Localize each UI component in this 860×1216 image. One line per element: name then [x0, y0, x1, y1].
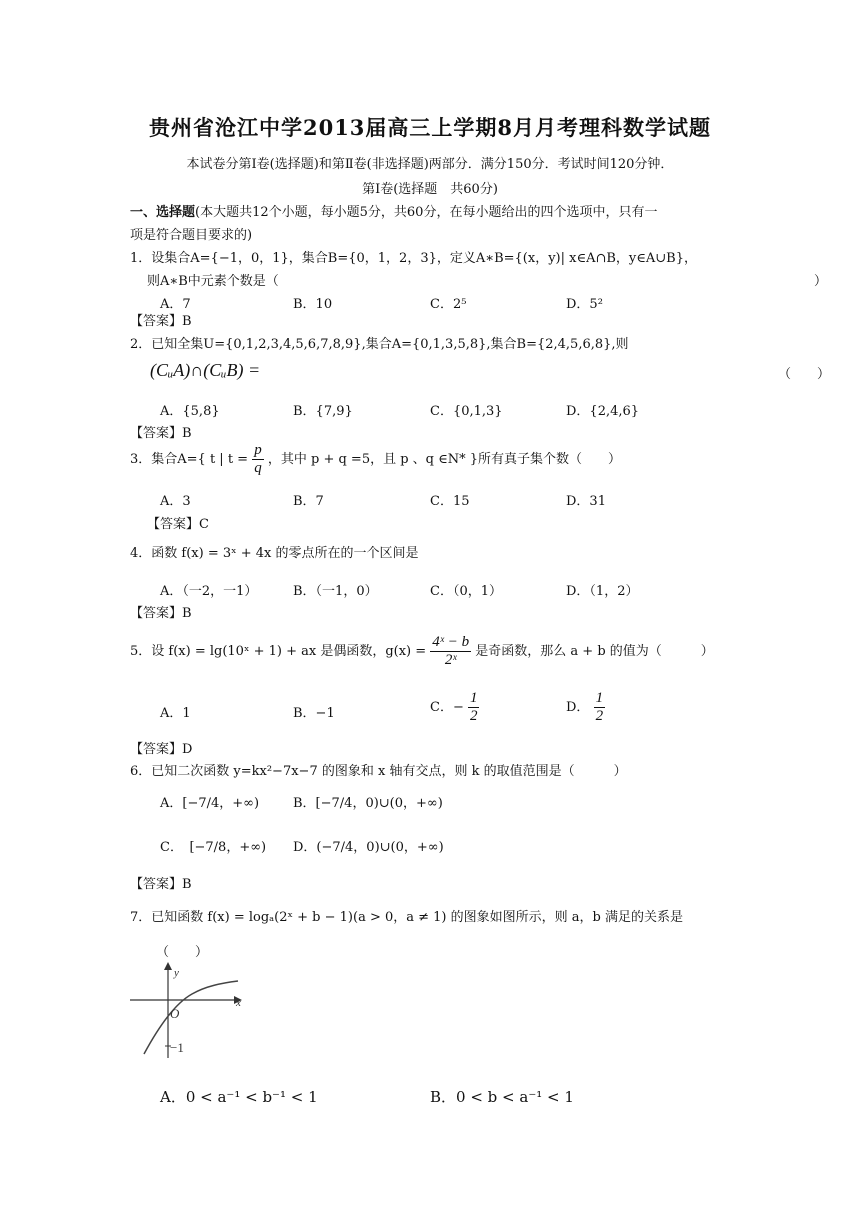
- q6-option-a: A．[−7/4，+∞): [160, 796, 260, 811]
- q5-option-c: [430, 690, 479, 725]
- q2-option-d: D．{2,4,6}: [566, 404, 640, 419]
- q3-answer: 【答案】C: [147, 517, 209, 532]
- q6-option-c: C． [−7/8，+∞): [160, 840, 267, 855]
- graph-x-label: x: [236, 997, 241, 1009]
- q6-option-d: D．(−7/4，0)∪(0，+∞): [293, 840, 444, 855]
- question-7: 7．已知函数 f(x) = logₐ(2ˣ + b − 1)(a > 0，a ≠ 1) 的图象如图所示，则 a，b 满足的关系是: [130, 910, 683, 925]
- question-3: [130, 442, 621, 477]
- q5-pre: 5．设 f(x) = lg(10ˣ + 1) + ax 是偶函数，g(x) =: [130, 644, 427, 659]
- q2-option-b: B．{7,9}: [293, 404, 353, 419]
- q5-post: 是奇函数，那么 a + b 的值为（ ）: [475, 644, 714, 659]
- q7-function-graph: [130, 962, 260, 1062]
- q5-option-b: B．−1: [293, 706, 335, 721]
- section-heading-line: [130, 201, 657, 220]
- q6-answer: 【答案】B: [130, 877, 192, 892]
- q3-option-a: A．3: [160, 494, 191, 509]
- q5-option-c-prefix: C．−: [430, 700, 464, 715]
- q3-post: ，其中 p + q =5，且 p 、q ∈N* }所有真子集个数（ ）: [267, 452, 622, 467]
- question-2-formula: (CᵤA)∩(CᵤB) =: [150, 360, 261, 380]
- q5-option-d-prefix: D．: [566, 700, 590, 715]
- q5-d-fraction: [594, 690, 606, 725]
- q1-option-c: C．2⁵: [430, 297, 467, 312]
- q3-frac-den: q: [254, 460, 262, 476]
- q1-option-b: B．10: [293, 297, 333, 312]
- q4-option-b: B．（一1，0）: [293, 584, 378, 599]
- q5-frac-num: 4ˣ − b: [432, 634, 470, 650]
- q2-option-c: C．{0,1,3}: [430, 404, 503, 419]
- q3-fraction: [252, 442, 264, 477]
- section-heading: 一、选择题: [130, 205, 196, 220]
- q5-option-a: A．1: [160, 706, 191, 721]
- q5-option-d: [566, 690, 605, 725]
- question-2-paren: （ ）: [778, 367, 831, 382]
- q7-option-a: A．0 < a⁻¹ < b⁻¹ < 1: [160, 1088, 318, 1106]
- question-1: 1．设集合A={−1，0，1}，集合B={0，1，2，3}，定义A∗B={(x，y)| x∈A∩B，y∈A∪B}，: [130, 251, 698, 266]
- q4-option-a: A．（一2，一1）: [160, 584, 258, 599]
- q3-option-b: B．7: [293, 494, 324, 509]
- q5-c-num: 1: [469, 690, 478, 706]
- graph-y-label: y: [174, 967, 179, 979]
- q4-option-d: D．（1，2）: [566, 584, 639, 599]
- q2-option-a: A．{5,8}: [160, 404, 220, 419]
- q5-c-den: 2: [469, 708, 478, 724]
- q5-d-num: 1: [595, 690, 604, 706]
- q7-option-b: B．0 < b < a⁻¹ < 1: [430, 1088, 574, 1106]
- question-1-paren: ）: [814, 274, 828, 289]
- q5-d-den: 2: [595, 708, 604, 724]
- section-desc: (本大题共12个小题，每小题5分，共60分，在每小题给出的四个选项中，只有一: [195, 205, 658, 220]
- graph-y-arrow: [164, 962, 172, 970]
- q2-answer: 【答案】B: [130, 426, 192, 441]
- graph-curve: [144, 981, 238, 1054]
- question-7-paren: （ ）: [156, 945, 209, 960]
- q3-frac-num: p: [254, 442, 262, 458]
- q6-option-b: B．[−7/4，0)∪(0，+∞): [293, 796, 443, 811]
- q1-option-d: D．5²: [566, 297, 603, 312]
- question-4: 4．函数 f(x) = 3ˣ + 4x 的零点所在的一个区间是: [130, 546, 419, 561]
- question-6: 6．已知二次函数 y=kx²−7x−7 的图象和 x 轴有交点，则 k 的取值范围是（ ）: [130, 764, 627, 779]
- graph-neg1-label: −1: [170, 1040, 184, 1055]
- section-desc-cont: 项是符合题目要求的): [130, 228, 253, 243]
- q1-answer: 【答案】B: [130, 314, 192, 329]
- q4-option-c: C．（0，1）: [430, 584, 502, 599]
- q5-frac-den: 2ˣ: [444, 652, 457, 668]
- q5-c-fraction: [468, 690, 480, 725]
- q4-answer: 【答案】B: [130, 606, 192, 621]
- exam-intro: 本试卷分第Ⅰ卷(选择题)和第Ⅱ卷(非选择题)两部分．满分150分．考试时间120分钟．: [186, 157, 674, 172]
- question-5: [130, 634, 714, 669]
- part-title: 第Ⅰ卷(选择题 共60分): [362, 182, 498, 197]
- q3-option-c: C．15: [430, 494, 470, 509]
- q5-fraction: [430, 634, 471, 669]
- q3-pre: 3．集合A={ t | t =: [130, 452, 249, 467]
- q3-option-d: D．31: [566, 494, 606, 509]
- question-1-cont: 则A∗B中元素个数是（: [147, 274, 279, 289]
- question-2: 2．已知全集U={0,1,2,3,4,5,6,7,8,9},集合A={0,1,3,5,8},集合B={2,4,5,6,8},则: [130, 337, 629, 352]
- graph-origin-label: O: [170, 1006, 180, 1021]
- q5-answer: 【答案】D: [130, 742, 193, 757]
- page-title: 贵州省沧江中学2013届高三上学期8月月考理科数学试题: [148, 115, 712, 140]
- q1-option-a: A．7: [160, 297, 191, 312]
